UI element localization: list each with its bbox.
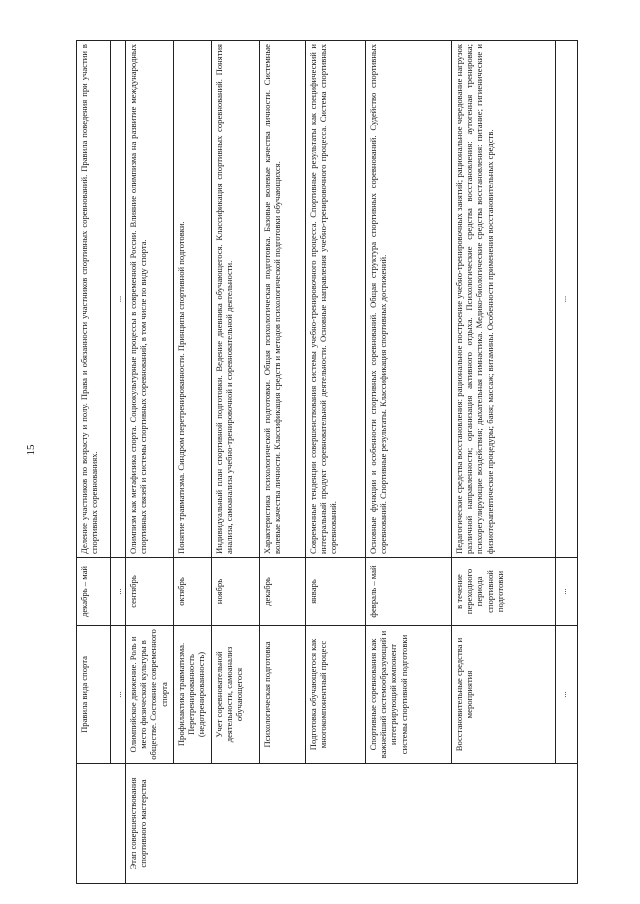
table-row bbox=[306, 41, 366, 884]
content-cell: ... bbox=[556, 41, 578, 558]
topic-cell: ... bbox=[556, 626, 578, 764]
table-row bbox=[77, 41, 111, 884]
period-cell: январь bbox=[306, 558, 366, 626]
topic-cell: Правила вида спорта bbox=[77, 626, 111, 764]
content-cell: Характеристика психологической подготовки. Общая психологическая подготовка. Базовые волевые качества личности. Системные волевые качества личности. Классификация средств и методов психологической подготовки обучающихся. bbox=[260, 41, 306, 558]
rotated-table-area bbox=[76, 40, 576, 884]
period-cell: ноябрь bbox=[212, 558, 260, 626]
period-cell: февраль – май bbox=[366, 558, 452, 626]
table-row bbox=[126, 41, 174, 884]
topic-cell: Профилактика травматизма. Перетренированность (недотренированность) bbox=[174, 626, 212, 764]
topic-cell: Восстановительные средства и мероприятия bbox=[452, 626, 556, 764]
content-cell: Деление участников по возрасту и полу. Права и обязанности участников спортивных соревнований. Правила поведения при участии в спортивных соревнованиях. bbox=[77, 41, 111, 558]
content-cell: ... bbox=[111, 41, 126, 558]
table-row bbox=[111, 41, 126, 884]
period-cell: ... bbox=[556, 558, 578, 626]
period-cell: ... bbox=[111, 558, 126, 626]
rotated-table-frame bbox=[76, 40, 576, 884]
table-row bbox=[556, 41, 578, 884]
content-cell: Понятие травматизма. Синдром перетренированности. Принципы спортивной подготовки. bbox=[174, 41, 212, 558]
period-cell: декабрь – май bbox=[77, 558, 111, 626]
content-cell: Олимпизм как метафизика спорта. Социокультурные процессы в современной России. Влияние олимпизма на развитие международных спортивных связей и системы спортивных соревнований, в том числе по виду спорта. bbox=[126, 41, 174, 558]
topic-cell: Психологическая подготовка bbox=[260, 626, 306, 764]
content-cell: Педагогические средства восстановления: рациональное построение учебно-тренировочных занятий; рациональное чередование нагрузок различной направленности; организация активного отдыха. Психологические средства восстановления: аутогенная тренировка; психорегулирующие воздействия; дыхательная гимнастика. Медико-биологические средства восстановления: питание; гигиенические и физиотерапевтические процедуры; баня; массаж; витамины. Особенности применения восстановительных средств. bbox=[452, 41, 556, 558]
topic-cell: Учет соревновательной деятельности, самоанализ обучающегося bbox=[212, 626, 260, 764]
table-row bbox=[366, 41, 452, 884]
topic-cell: Олимпийское движение. Роль и место физической культуры в обществе. Состояние современного спорта bbox=[126, 626, 174, 764]
page-number: 15 bbox=[25, 444, 37, 456]
period-cell: октябрь bbox=[174, 558, 212, 626]
content-cell: Основные функции и особенности спортивных соревнований. Общая структура спортивных соревнований. Судейство спортивных соревнований. Спортивные результаты. Классификация спортивных достижений. bbox=[366, 41, 452, 558]
topic-cell: Спортивные соревнования как важнейший системообразующий и интегрирующий компонент системы спортивной подготовки bbox=[366, 626, 452, 764]
table-row bbox=[174, 41, 212, 884]
stage-label: Этап совершенствования спортивного мастерства bbox=[126, 764, 578, 884]
content-cell: Индивидуальный план спортивной подготовки. Ведение дневника обучающегося. Классификация спортивных соревнований. Понятия анализа, самоанализа учебно-тренировочной и соревновательной деятельности. bbox=[212, 41, 260, 558]
stage-cell-blank bbox=[77, 764, 126, 884]
period-cell: в течение переходного периода спортивной подготовки bbox=[452, 558, 556, 626]
training-plan-table bbox=[76, 40, 578, 884]
content-cell: Современные тенденции совершенствования системы учебно-тренировочного процесса. Спортивные результаты как специфический и интегральный продукт соревновательной деятельности. Основные направления учебно-тренировочного процесса. Система спортивных соревнований. bbox=[306, 41, 366, 558]
table-row bbox=[212, 41, 260, 884]
topic-cell: Подготовка обучающегося как многокомпонентный процесс bbox=[306, 626, 366, 764]
table-row bbox=[452, 41, 556, 884]
topic-cell: ... bbox=[111, 626, 126, 764]
period-cell: декабрь bbox=[260, 558, 306, 626]
period-cell: сентябрь bbox=[126, 558, 174, 626]
table-row bbox=[260, 41, 306, 884]
